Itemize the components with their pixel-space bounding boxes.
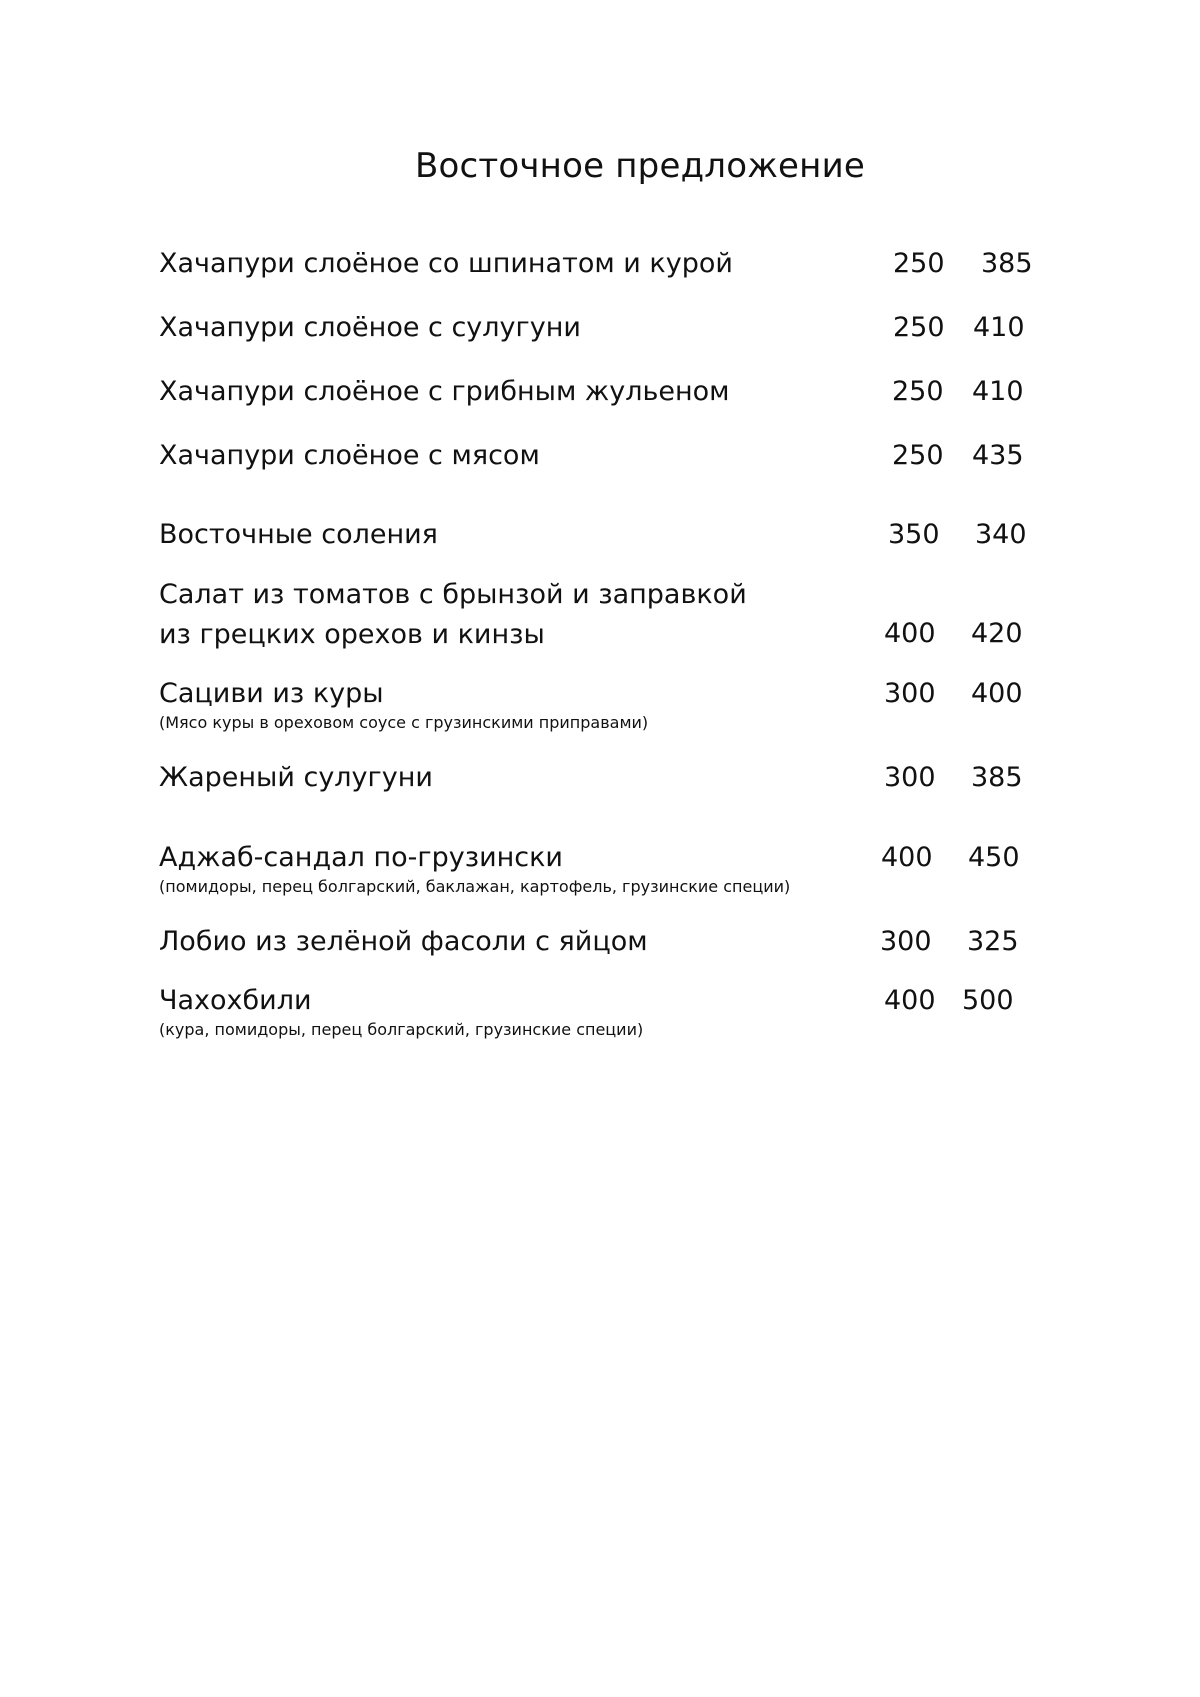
menu-item-weight: 250 (893, 312, 945, 343)
menu-item-name: Чахохбили (159, 985, 312, 1016)
menu-item-description: (помидоры, перец болгарский, баклажан, картофель, грузинские специи) (159, 877, 791, 896)
page-title: Восточное предложение (414, 146, 866, 186)
menu-item-name: Восточные соления (159, 519, 438, 550)
menu-item-price: 420 (971, 618, 1023, 649)
menu-item-weight: 400 (884, 618, 936, 649)
menu-item-name: Хачапури слоёное со шпинатом и курой (159, 248, 733, 279)
menu-item-price: 410 (973, 312, 1025, 343)
menu-item-name: Лобио из зелёной фасоли с яйцом (159, 926, 648, 957)
menu-item-price: 400 (971, 678, 1023, 709)
menu-item-name: Жареный сулугуни (159, 762, 433, 793)
menu-item-weight: 250 (892, 440, 944, 471)
menu-item-name: Хачапури слоёное с мясом (159, 440, 540, 471)
menu-item-weight: 400 (884, 985, 936, 1016)
menu-item-description: (Мясо куры в ореховом соусе с грузинскими приправами) (159, 713, 649, 732)
menu-item-name: Салат из томатов с брынзой и заправкой (159, 579, 747, 610)
menu-item-name: Сациви из куры (159, 678, 384, 709)
menu-item-price: 500 (962, 985, 1014, 1016)
menu-item-price: 410 (972, 376, 1024, 407)
menu-item-name-line2: из грецких орехов и кинзы (159, 619, 545, 650)
menu-item-price: 385 (981, 248, 1033, 279)
menu-item-weight: 350 (888, 519, 940, 550)
menu-item-price: 450 (968, 842, 1020, 873)
menu-item-weight: 300 (880, 926, 932, 957)
menu-item-weight: 250 (892, 376, 944, 407)
menu-item-weight: 300 (884, 678, 936, 709)
menu-item-weight: 300 (884, 762, 936, 793)
menu-item-price: 435 (972, 440, 1024, 471)
menu-item-name: Аджаб-сандал по-грузински (159, 842, 563, 873)
menu-item-price: 325 (967, 926, 1019, 957)
menu-item-weight: 400 (881, 842, 933, 873)
menu-item-weight: 250 (893, 248, 945, 279)
menu-item-price: 385 (971, 762, 1023, 793)
menu-item-price: 340 (975, 519, 1027, 550)
menu-item-description: (кура, помидоры, перец болгарский, грузинские специи) (159, 1020, 644, 1039)
menu-item-name: Хачапури слоёное с грибным жульеном (159, 376, 730, 407)
menu-item-name: Хачапури слоёное с сулугуни (159, 312, 581, 343)
